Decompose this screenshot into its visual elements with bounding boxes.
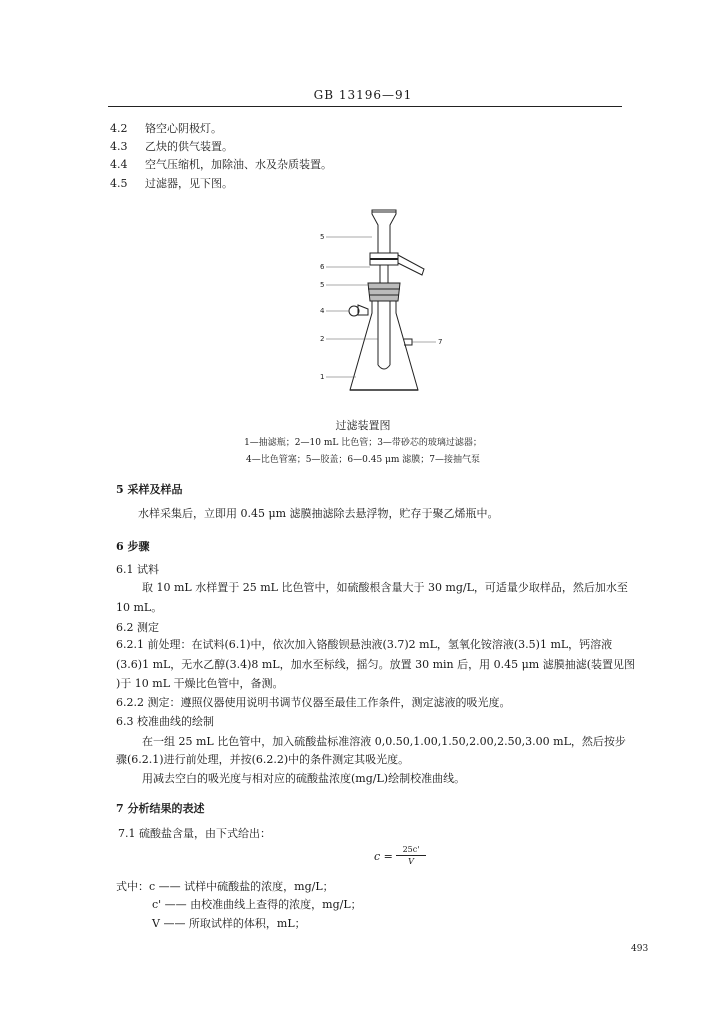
equation-numerator: 25c' [396,844,426,856]
figure-legend-line1: 1—抽滤瓶；2—10 mL 比色管；3—带砂芯的玻璃过滤器； [244,438,482,448]
equation-denominator: V [408,857,414,866]
equation-fraction [396,844,426,867]
label-7: 7 [438,338,443,346]
item-number: 4.5 [110,177,128,190]
section-5-title: 5 采样及样品 [116,483,183,496]
filter-apparatus-diagram [320,205,450,410]
item-4-3 [110,140,233,154]
section-6-1-line1: 取 10 mL 水样置于 25 mL 比色管中，如硫酸根含量大于 30 mg/L，可适量少取样品，然后加水至 [142,581,628,594]
label-5-top: 5 [320,233,325,241]
item-text: 过滤器，见下图。 [145,177,233,190]
section-6-3-line1: 在一组 25 mL 比色管中，加入硫酸盐标准溶液 0,0.50,1.00,1.50,2.00,2.50,3.00 mL，然后按步 [142,735,626,748]
section-6-title: 6 步骤 [116,540,150,553]
item-text: 铬空心阴极灯。 [145,122,222,135]
section-6-1-line2: 10 mL。 [116,601,163,614]
section-6-2-2: 6.2.2 测定：遵照仪器使用说明书调节仪器至最佳工作条件，测定滤液的吸光度。 [116,696,511,709]
section-6-3-title: 6.3 校准曲线的绘制 [116,715,214,728]
equation-lhs: c = [374,850,393,863]
section-6-1-title: 6.1 试料 [116,563,159,576]
item-text: 空气压缩机，加除油、水及杂质装置。 [145,158,332,171]
where-prefix: 式中： [116,880,149,893]
item-4-2 [110,122,222,136]
label-5: 5 [320,281,325,289]
label-4: 4 [320,307,325,315]
item-number: 4.3 [110,140,128,153]
section-5-paragraph: 水样采集后，立即用 0.45 μm 滤膜抽滤除去悬浮物，贮存于聚乙烯瓶中。 [138,507,499,520]
section-6-2-1-line2: (3.6)1 mL，无水乙醇(3.4)8 mL，加水至标线，摇匀。放置 30 min 后，用 0.45 μm 滤膜抽滤(装置见图 [116,658,635,671]
section-7-1: 7.1 硫酸盐含量，由下式给出： [118,827,271,840]
item-text: 乙炔的供气装置。 [145,140,233,153]
section-6-2-title: 6.2 测定 [116,621,159,634]
page-header: GB 13196—91 [313,88,413,102]
item-number: 4.4 [110,158,128,171]
label-1: 1 [320,373,325,381]
figure-legend-line2: 4—比色管塞；5—胶盖；6—0.45 μm 滤膜；7—接抽气泵 [245,455,481,465]
section-6-2-1-line1: 6.2.1 前处理：在试料(6.1)中，依次加入铬酸钡悬浊液(3.7)2 mL，氢氧化铵溶液(3.5)1 mL，钙溶液 [116,638,613,651]
label-6: 6 [320,263,325,271]
where-def-c-prime: c' —— 由校准曲线上查得的浓度，mg/L； [152,898,362,911]
where-line1 [116,880,334,894]
section-7-title: 7 分析结果的表述 [116,802,205,815]
section-6-3-line2: 骤(6.2.1)进行前处理，并按(6.2.2)中的条件测定其吸光度。 [116,753,410,766]
label-2: 2 [320,335,325,343]
section-6-2-1-line3: )于 10 mL 干燥比色管中，备测。 [116,677,284,690]
section-6-3-line3: 用减去空白的吸光度与相对应的硫酸盐浓度(mg/L)绘制校准曲线。 [142,772,466,785]
header-rule [108,106,622,107]
item-number: 4.2 [110,122,128,135]
item-4-5 [110,177,233,191]
item-4-4 [110,158,332,172]
page-number: 493 [631,944,649,954]
where-def-v: V —— 所取试样的体积，mL； [152,917,306,930]
where-def-c: c —— 试样中硫酸盐的浓度，mg/L； [149,880,334,893]
figure-caption: 过滤装置图 [335,419,391,432]
